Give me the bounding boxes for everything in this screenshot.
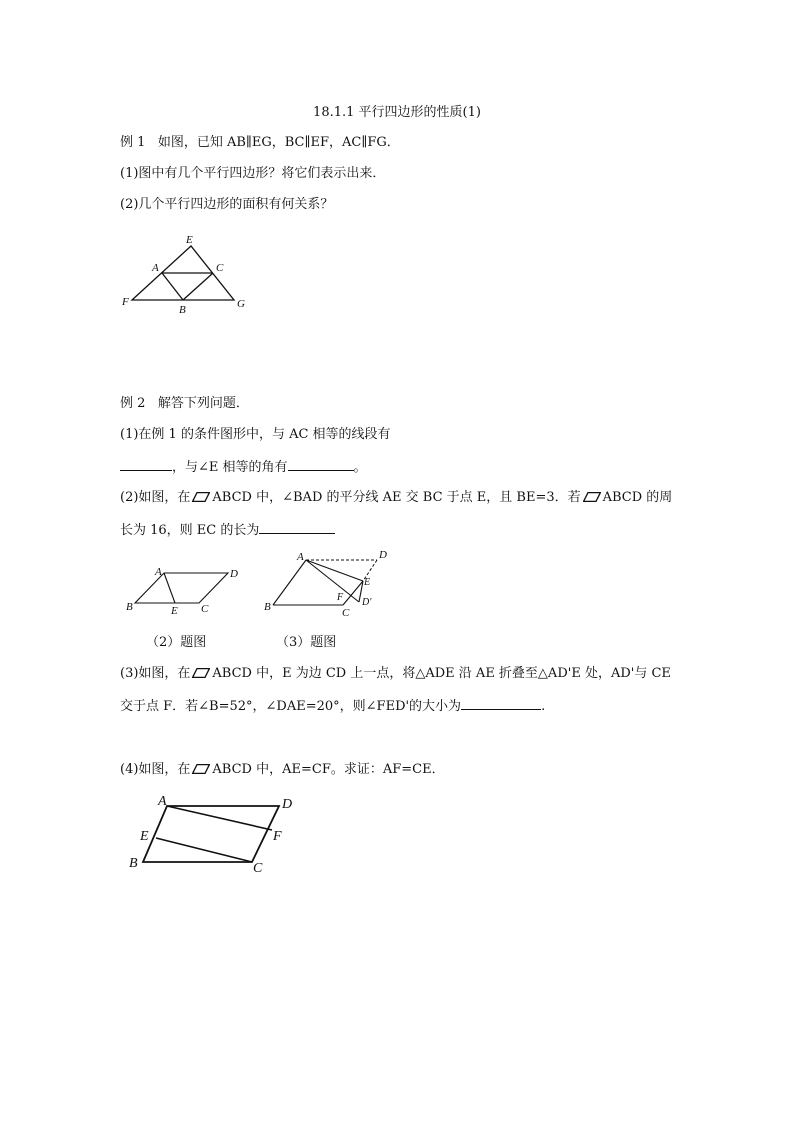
problem-3-prefix: (3)如图，在 bbox=[120, 666, 191, 681]
problem-3-end: . bbox=[541, 699, 546, 714]
label-A: A bbox=[152, 262, 159, 274]
label-D-prime: D' bbox=[362, 597, 372, 608]
label-D: D bbox=[230, 568, 238, 580]
label-B: B bbox=[126, 601, 133, 613]
label-C: C bbox=[253, 861, 263, 876]
label-F: F bbox=[122, 296, 129, 308]
figure-3-caption: （3）题图 bbox=[276, 635, 337, 650]
label-B: B bbox=[264, 601, 271, 613]
label-B: B bbox=[179, 304, 186, 316]
problem-1-line-1: (1)在例 1 的条件图形中，与 AC 相等的线段有 bbox=[120, 427, 391, 442]
label-D: D bbox=[282, 797, 293, 812]
label-A: A bbox=[297, 551, 304, 563]
problem-2-text-end: ABCD 的周 bbox=[602, 490, 673, 505]
figure-2-caption: （2）题图 bbox=[146, 635, 207, 650]
label-E: E bbox=[186, 234, 193, 246]
label-D: D bbox=[379, 549, 387, 561]
label-F: F bbox=[273, 829, 282, 844]
problem-4-text: ABCD 中，AE=CF。求证：AF=CE． bbox=[212, 762, 445, 777]
problem-3-text: ABCD 中，E 为边 CD 上一点，将△ADE 沿 AE 折叠至△AD'E 处，AD'与 CE bbox=[212, 666, 671, 681]
example-1-heading: 例 1 bbox=[120, 135, 146, 150]
label-G: G bbox=[237, 298, 245, 310]
page-title: 18.1.1 平行四边形的性质(1) bbox=[313, 105, 481, 120]
problem-2-prefix: (2)如图，在 bbox=[120, 490, 191, 505]
problem-1-mid-text: ，与∠E 相等的角有 bbox=[172, 460, 288, 475]
segment-EC bbox=[156, 838, 252, 862]
label-B: B bbox=[129, 856, 138, 871]
label-E: E bbox=[140, 829, 149, 844]
problem-2-text: ABCD 中，∠BAD 的平分线 AE 交 BC 于点 E，且 BE=3．若 bbox=[212, 490, 581, 505]
problem-2-line-2-text: 长为 16，则 EC 的长为 bbox=[120, 523, 260, 538]
parallelogram-ABCD bbox=[143, 806, 279, 862]
example-1-question-2: (2)几个平行四边形的面积有何关系？ bbox=[120, 197, 334, 212]
label-E: E bbox=[364, 577, 371, 588]
label-F: F bbox=[337, 592, 344, 603]
label-A: A bbox=[155, 566, 162, 578]
problem-4-prefix: (4)如图，在 bbox=[120, 762, 191, 777]
label-E: E bbox=[171, 605, 178, 617]
label-C: C bbox=[201, 603, 209, 615]
example-1-statement: 如图，已知 AB∥EG，BC∥EF，AC∥FG． bbox=[157, 135, 400, 150]
problem-1-end-text: 。 bbox=[353, 460, 367, 475]
label-A: A bbox=[158, 794, 167, 809]
example-2-statement: 解答下列问题． bbox=[157, 396, 249, 411]
example-2-heading: 例 2 bbox=[120, 396, 146, 411]
problem-3-line-2-text: 交于点 F．若∠B=52°，∠DAE=20°，则∠FED'的大小为 bbox=[120, 699, 462, 714]
example-1-question-1: (1)图中有几个平行四边形？将它们表示出来． bbox=[120, 166, 386, 181]
segment-AF bbox=[167, 806, 272, 830]
label-C: C bbox=[216, 262, 224, 274]
label-C: C bbox=[342, 607, 350, 619]
